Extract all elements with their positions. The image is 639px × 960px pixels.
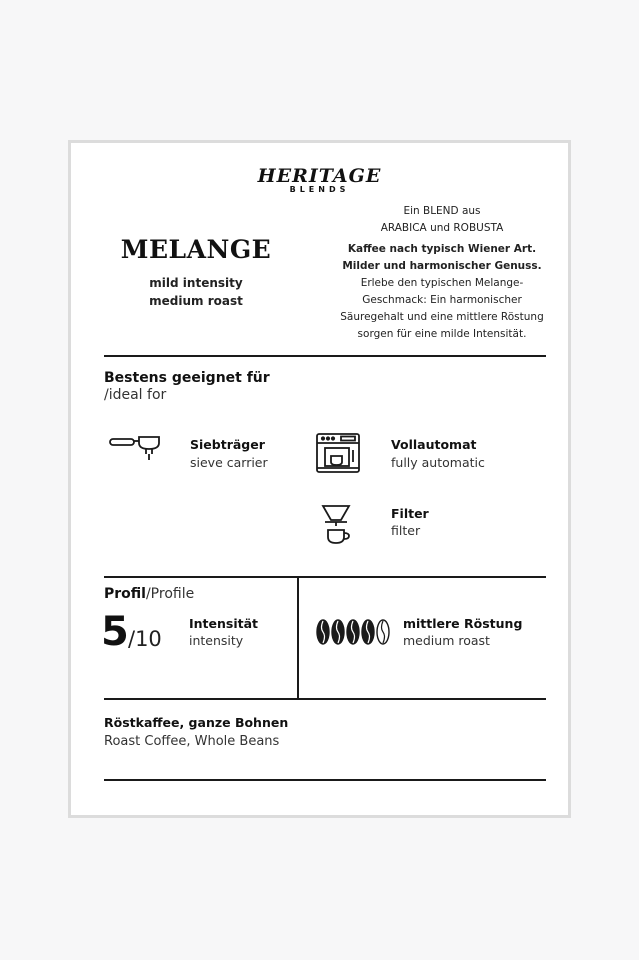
- divider: [104, 779, 546, 781]
- ideal-item-sublabel: fully automatic: [391, 455, 485, 470]
- profile-title-bold: Profil: [104, 586, 146, 602]
- description-line: Säuregehalt und eine mittlere Röstung: [340, 311, 544, 323]
- description-bold-line: Kaffee nach typisch Wiener Art.: [347, 243, 537, 255]
- portafilter-icon: [109, 435, 161, 463]
- description-line: Ein BLEND aus: [403, 205, 481, 217]
- coffee-bean-icon: [347, 620, 359, 644]
- coffee-bean-icon: [332, 620, 344, 644]
- intensity-label: Intensität: [189, 616, 259, 631]
- intensity-value: 5: [101, 609, 129, 655]
- brand-subname: BLENDS: [289, 185, 350, 194]
- description-line: sorgen für eine milde Intensität.: [357, 328, 527, 340]
- brand-logo: [71, 165, 568, 194]
- espresso-machine-icon: [315, 432, 361, 474]
- roast-label: mittlere Röstung: [403, 616, 523, 631]
- divider-vertical: [297, 576, 299, 698]
- ideal-item-label: Vollautomat: [391, 437, 477, 452]
- profile-title-light: /Profile: [145, 586, 195, 602]
- description-bold-line: Milder und harmonischer Genuss.: [342, 260, 542, 272]
- product-roast-text: medium roast: [149, 294, 243, 308]
- ideal-for-subtitle: /ideal for: [104, 387, 167, 403]
- roast-level-indicator: [316, 618, 391, 646]
- ideal-for-title: Bestens geeignet für: [104, 370, 270, 386]
- description-line: Geschmack: Ein harmonischer: [362, 294, 522, 306]
- product-name: MELANGE: [120, 235, 272, 264]
- roast-sublabel: medium roast: [403, 633, 490, 648]
- divider: [104, 576, 546, 578]
- divider: [104, 698, 546, 700]
- coffee-type-sublabel: Roast Coffee, Whole Beans: [104, 734, 280, 749]
- ideal-item-label: Siebträger: [190, 437, 265, 452]
- ideal-item-sublabel: sieve carrier: [190, 455, 268, 470]
- intensity-sublabel: intensity: [189, 633, 244, 648]
- brand-name: HERITAGE: [257, 165, 382, 187]
- description-line: Erlebe den typischen Melange-: [360, 277, 524, 289]
- coffee-bean-icon: [377, 620, 389, 644]
- coffee-bean-icon: [317, 620, 329, 644]
- profile-title: [104, 586, 194, 602]
- coffee-type-label: Röstkaffee, ganze Bohnen: [104, 715, 289, 730]
- pour-over-filter-icon: [321, 504, 353, 546]
- ideal-item-label: Filter: [391, 506, 429, 521]
- product-description: [329, 203, 555, 343]
- product-intensity-text: mild intensity: [149, 276, 243, 290]
- ideal-item-sublabel: filter: [391, 523, 421, 538]
- divider: [104, 355, 546, 357]
- description-line: ARABICA und ROBUSTA: [380, 222, 504, 234]
- coffee-bean-icon: [362, 620, 374, 644]
- roast-level-beans: [316, 618, 391, 646]
- product-label-card: [68, 140, 571, 818]
- intensity-max: /10: [128, 627, 162, 651]
